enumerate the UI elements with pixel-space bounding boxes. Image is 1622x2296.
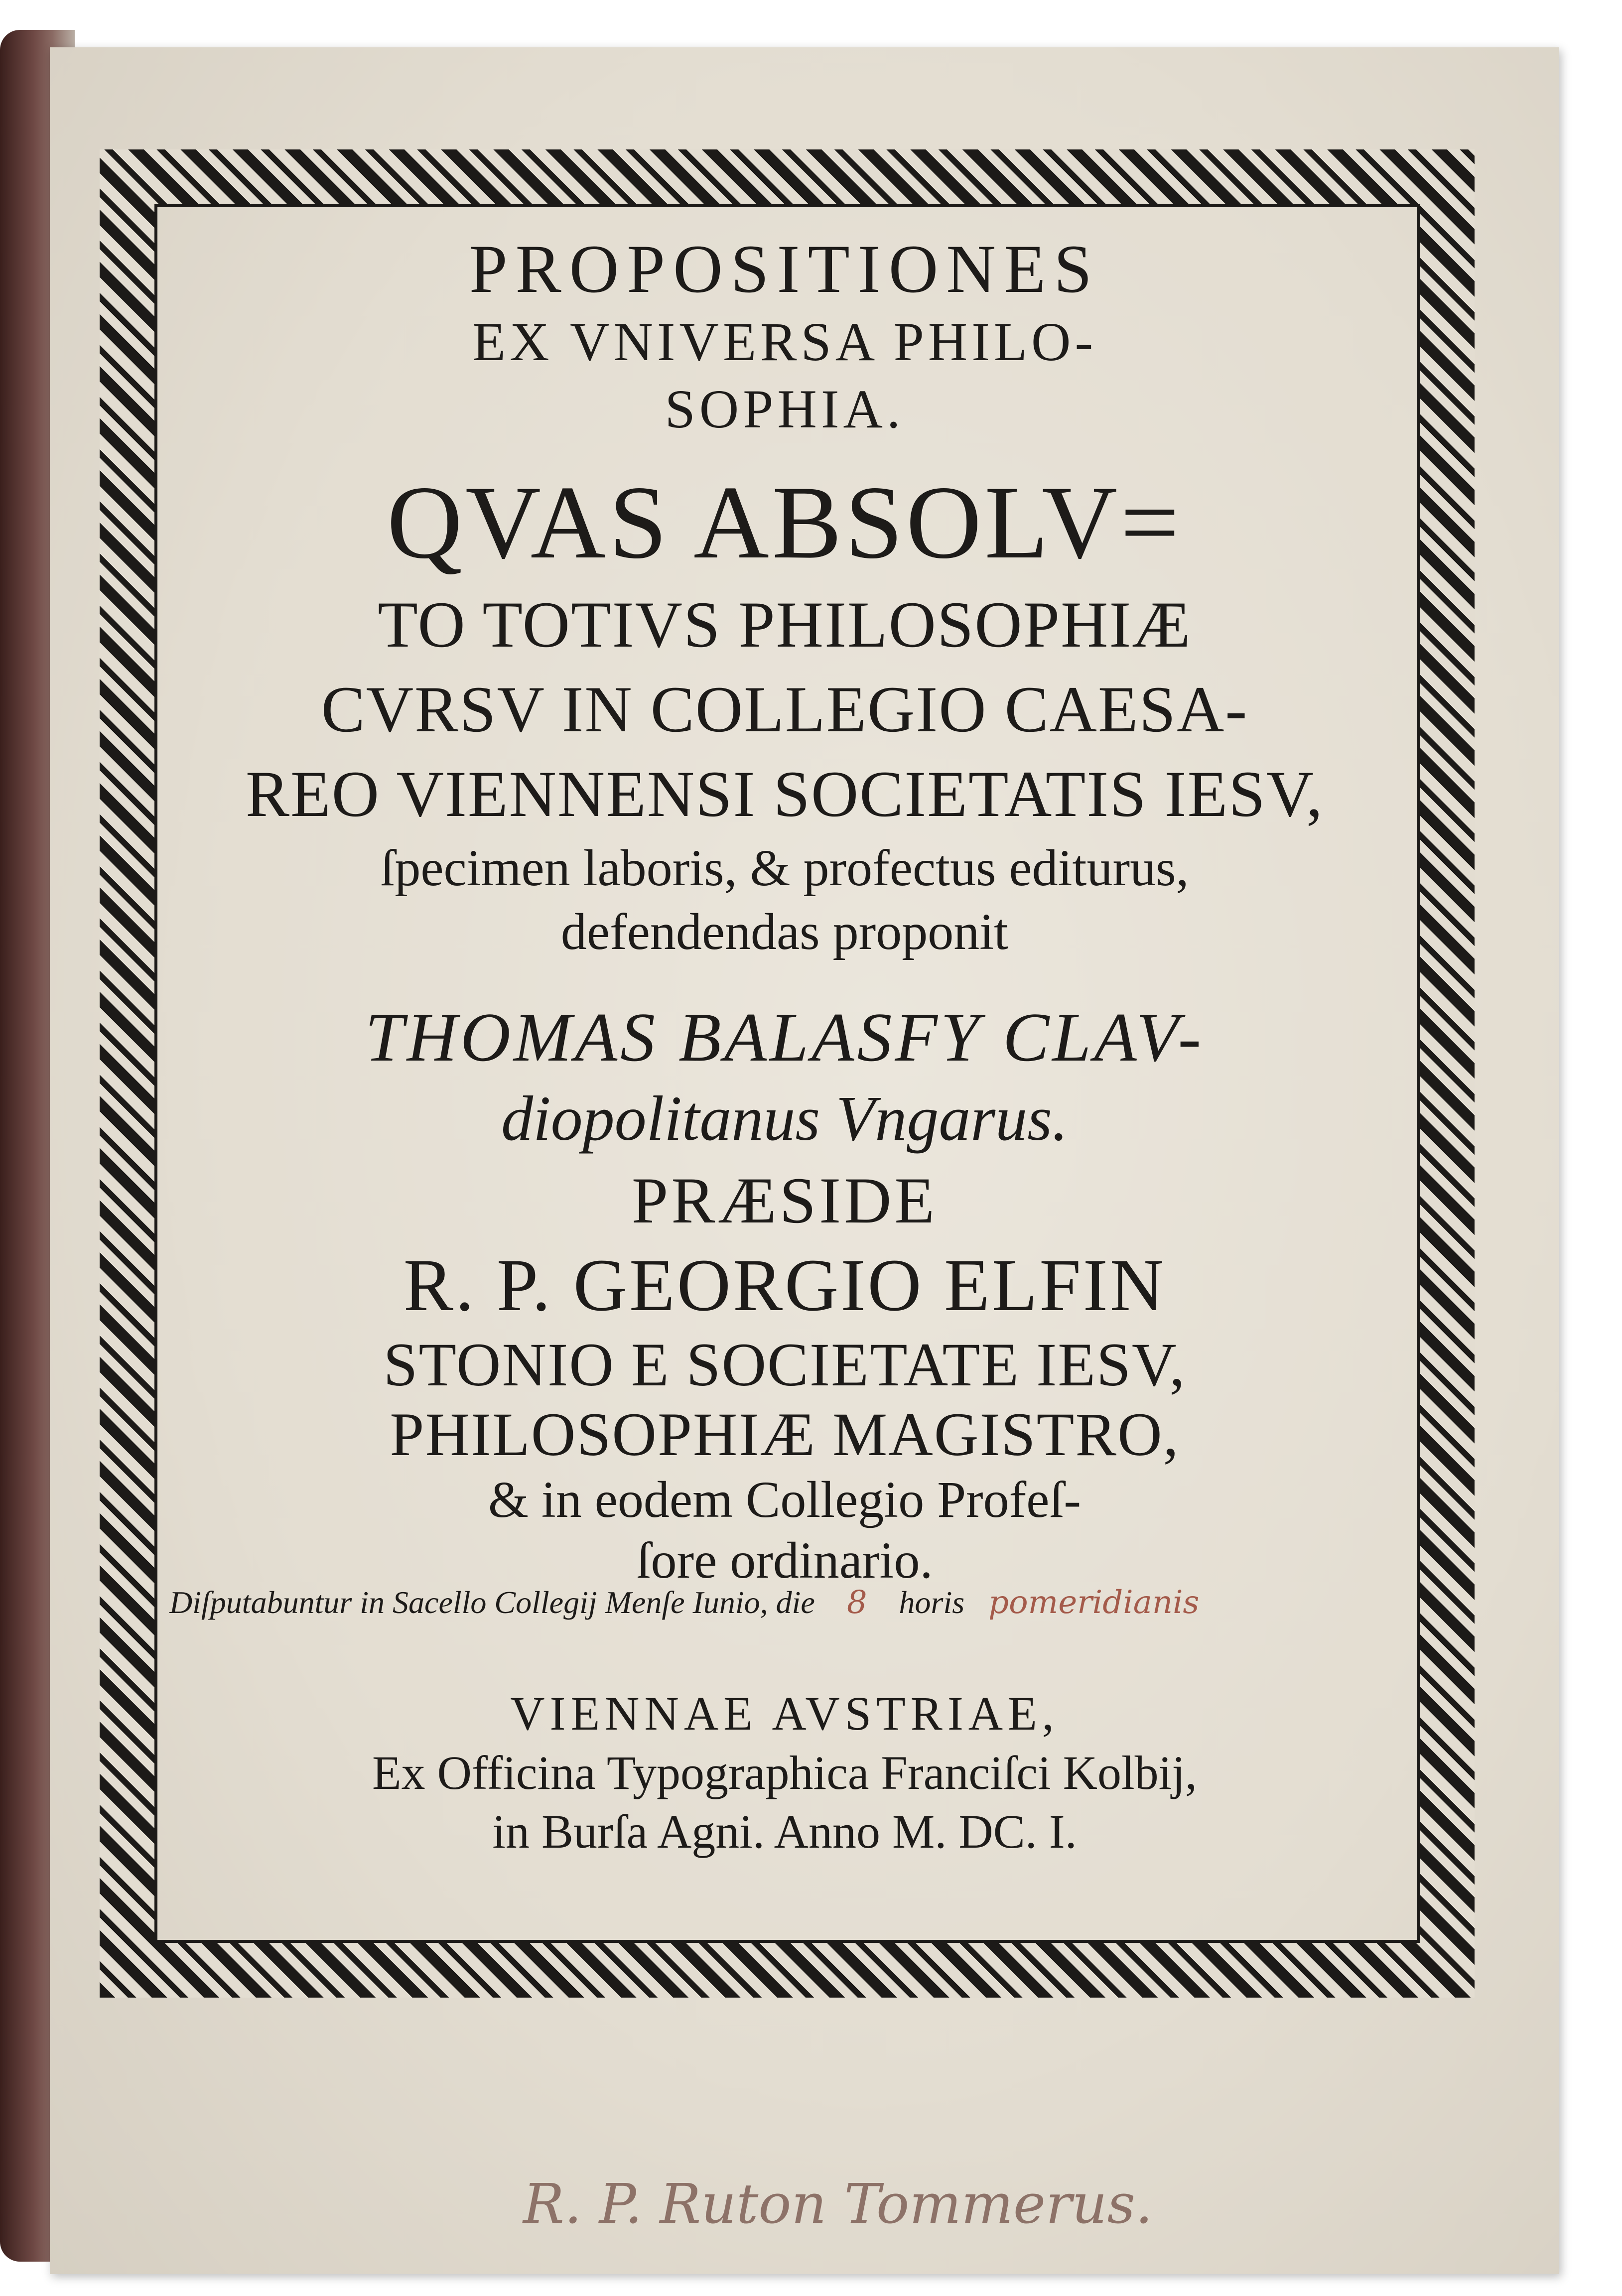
preside-line-1: R. P. GEORGIO ELFIN [403, 1244, 1166, 1327]
imprint-line-2: Ex Officina Typographica Franciſci Kolbij, [372, 1746, 1197, 1799]
title-line-2: EX VNIVERSA PHILO- [472, 311, 1097, 372]
title-line-3: SOPHIA. [665, 379, 905, 439]
subtitle-line-2: TO TOTIVS PHILOSOPHIÆ [378, 588, 1192, 661]
preside-label: PRÆSIDE [631, 1164, 938, 1237]
imprint-line-1: VIENNAE AVSTRIAE, [510, 1687, 1059, 1740]
subtitle-line-1: QVAS ABSOLV= [387, 465, 1183, 580]
subtitle-line-5: ſpecimen laboris, & profectus editurus, [380, 839, 1189, 897]
disputation-text: Diſputabuntur in Sacello Collegij Menſe Iunio, die [169, 1585, 815, 1620]
title-block [164, 219, 1405, 1591]
subtitle-line-6: defendendas proponit [560, 903, 1009, 960]
preside-line-2: STONIO E SOCIETATE IESV, [383, 1331, 1186, 1399]
owner-inscription: R. P. Ruton Tommerus. [523, 2172, 1153, 2236]
author-line-2: diopolitanus Vngarus. [501, 1083, 1068, 1154]
imprint-line-3: in Burſa Agni. Anno M. DC. I. [492, 1805, 1077, 1858]
title-line-1: PROPOSITIONES [469, 231, 1100, 307]
preside-line-3: PHILOSOPHIÆ MAGISTRO, [390, 1400, 1180, 1469]
disputation-time: pomeridianis [988, 1584, 1200, 1621]
subtitle-line-3: CVRSV IN COLLEGIO CAESA- [321, 673, 1248, 746]
preside-line-5: ſore ordinario. [636, 1532, 933, 1589]
disputation-horis: horis [899, 1585, 965, 1620]
subtitle-line-4: REO VIENNENSI SOCIETATIS IESV, [246, 757, 1324, 830]
disputation-day: 8 [846, 1584, 867, 1621]
author-line-1: THOMAS BALASFY CLAV- [365, 999, 1205, 1076]
imprint [164, 1684, 1405, 1861]
preside-line-4: & in eodem Collegio Profeſ- [488, 1471, 1081, 1528]
disputation-notice [169, 1584, 1415, 1621]
